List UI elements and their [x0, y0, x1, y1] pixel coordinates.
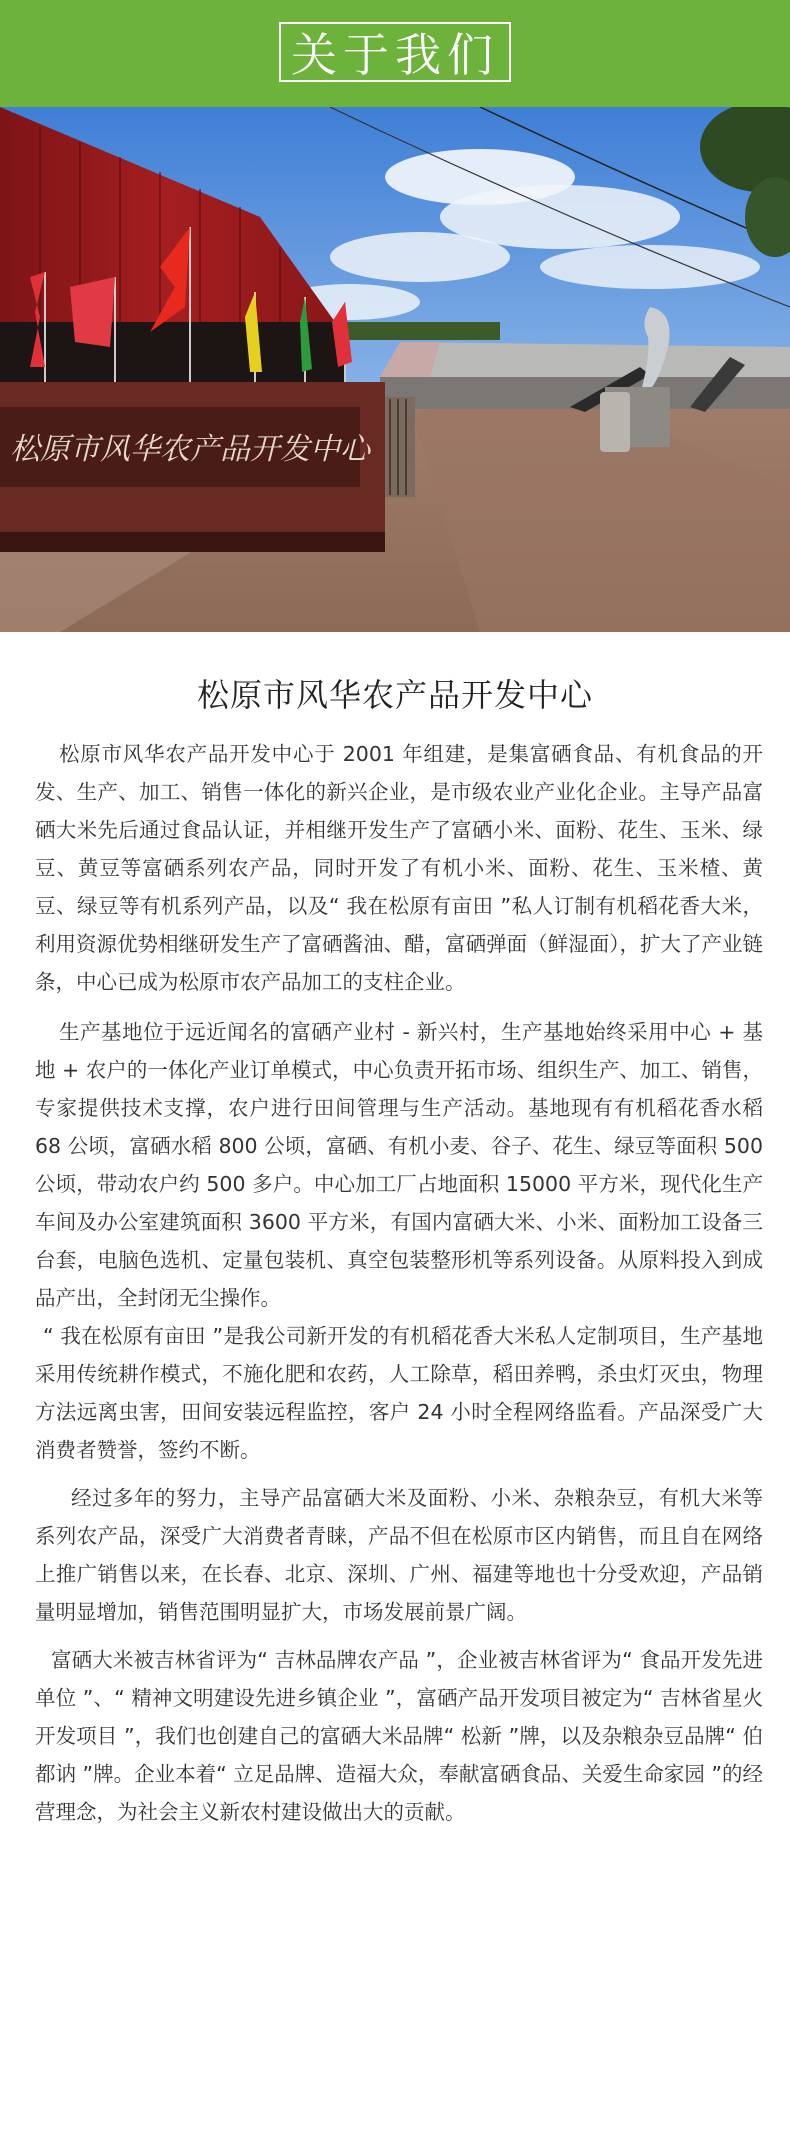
paragraph-private-farm: “ 我在松原有亩田 ”是我公司新开发的有机稻花香大米私人定制项目，生产基地采用传统耕作模式，不施化肥和农药，人工除草，稻田养鸭，杀虫灯灭虫，物理方法远离虫害，田间安装远程监控，客户 24 小时全程网络监看。产品深受广大消费者赞誉，签约不断。: [35, 1324, 763, 1462]
header-title: 关于我们: [291, 28, 499, 82]
paragraph-honors: 富硒大米被吉林省评为“ 吉林品牌农产品 ”，企业被吉林省评为“ 食品开发先进单位 ”、“ 精神文明建设先进乡镇企业 ”，富硒产品开发项目被定为“ 吉林省星火开发项目 ”，我们也创建自己的富硒大米品牌“ 松新 ”牌，以及杂粮杂豆品牌“ 伯都讷 ”牌。企业本着“ 立足品牌、造福大众，奉献富硒食品、关爱生命家园 ”的经营理念，为社会主义新农村建设做出大的贡献。: [35, 1648, 763, 1824]
photo-illustration: [0, 107, 790, 632]
article-title: 松原市风华农产品开发中心: [196, 676, 593, 714]
sign-text: 松原市风华农产品开发中心: [10, 432, 370, 467]
header-band: [0, 0, 790, 107]
header-title-frame: [279, 22, 511, 82]
paragraph-intro: 松原市风华农产品开发中心于 2001 年组建，是集富硒食品、有机食品的开发、生产、加工、销售一体化的新兴企业，是市级农业产业化企业。主导产品富硒大米先后通过食品认证，并相继开发生产了富硒小米、面粉、花生、玉米、绿豆、黄豆等富硒系列农产品，同时开发了有机小米、面粉、花生、玉米楂、黄豆、绿豆等有机系列产品，以及“ 我在松原有亩田 ”私人订制有机稻花香大米，利用资源优势相继研发生产了富硒酱油、醋，富硒弹面（鲜湿面），扩大了产业链条，中心已成为松原市农产品加工的支柱企业。: [35, 742, 763, 994]
paragraph-market: 经过多年的努力，主导产品富硒大米及面粉、小米、杂粮杂豆，有机大米等系列农产品，深受广大消费者青睐，产品不但在松原市区内销售，而且自在网络上推广销售以来，在长春、北京、深圳、广州、福建等地也十分受欢迎，产品销量明显增加，销售范围明显扩大，市场发展前景广阔。: [35, 1486, 763, 1624]
article-body: [35, 735, 763, 1831]
paragraph-production-base: 生产基地位于远近闻名的富硒产业村 - 新兴村，生产基地始终采用中心 + 基地 + 农户的一体化产业订单模式，中心负责开拓市场、组织生产、加工、销售，专家提供技术支撑，农户进行田间管理与生产活动。基地现有有机稻花香水稻 68 公顷，富硒水稻 800 公顷，富硒、有机小麦、谷子、花生、绿豆等面积 500 公顷，带动农户约 500 多户。中心加工厂占地面积 15000 平方米，现代化生产车间及办公室建筑面积 3600 平方米，有国内富硒大米、小米、面粉加工设备三台套，电脑色选机、定量包装机、真空包装整形机等系列设备。从原料投入到成品产出，全封闭无尘操作。: [35, 1020, 763, 1310]
company-photo: [0, 107, 790, 632]
